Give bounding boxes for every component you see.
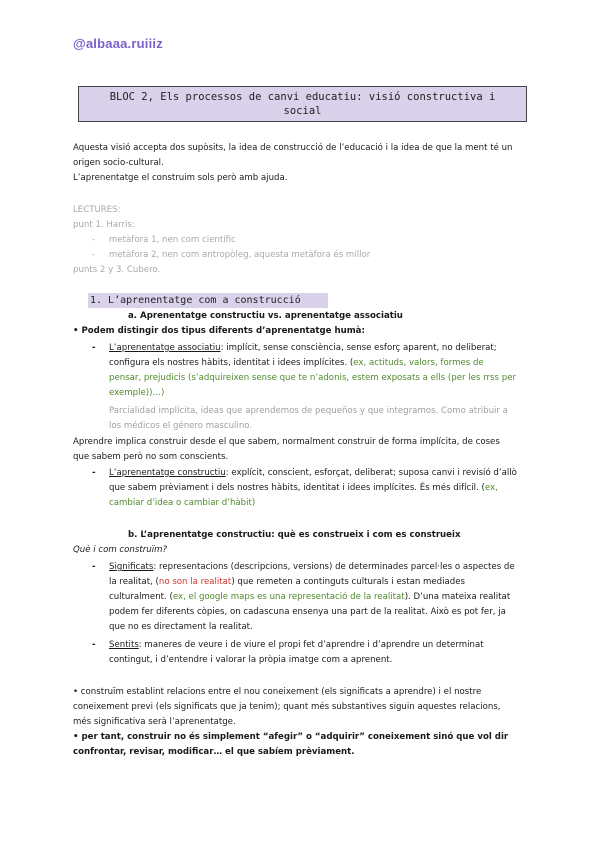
intro-line-2: origen socio-cultural.: [73, 158, 164, 168]
dash-marker: -: [92, 640, 96, 650]
sig-text-3c: ). D’una mateixa realitat: [404, 592, 511, 602]
constr-text-2a: que sabem prèviament i dels nostres hàbits, identitat i idees implícites. És més difícil. (: [109, 483, 485, 493]
sent-line-1: [109, 638, 484, 653]
bold-line-2: confrontar, revisar, modificar… el que sabíem prèviament.: [73, 747, 355, 757]
sig-line-4: podem fer diferents còpies, on cadascuna ensenya una part de la realitat. Això es pot fer, ja: [109, 607, 506, 617]
lectures-punts23: punts 2 y 3. Cubero.: [73, 265, 161, 275]
intro-line-1: Aquesta visió accepta dos supòsits, la idea de construcció de l’educació i la idea de que la ment té un: [73, 143, 513, 153]
sent-term: Sentits: [109, 640, 139, 650]
assoc-text-2a: configura els nostres hàbits, identitat i idees implícites. (: [109, 358, 354, 368]
dash-marker: -: [92, 235, 96, 245]
question: Què i com construïm?: [73, 545, 168, 555]
dash-marker: -: [92, 562, 96, 572]
lectures-metafora-2: metàfora 2, nen com antropòleg, aquesta metàfora és millor: [109, 250, 371, 260]
constr-term: L’aprenentatge constructiu: [109, 468, 226, 478]
sig-line-5: que no es directament la realitat.: [109, 622, 253, 632]
sent-text-1: : maneres de veure i de viure el propi fet d’aprendre i d’aprendre un determinat: [138, 640, 484, 650]
title-line-1: BLOC 2, Els processos de canvi educatiu: visió constructiva i: [109, 91, 496, 103]
bold-line-1: • per tant, construir no és simplement “afegir” o “adquirir” coneixement sinó que vol dir: [73, 732, 509, 742]
constr-example-2b: ex,: [484, 483, 498, 493]
dash-marker: -: [92, 343, 96, 353]
dash-marker: -: [92, 250, 96, 260]
sig-text-1: : representacions (descripcions, versions) de determinades parcel·les o aspectes de: [153, 562, 515, 572]
sent-line-2: contingut, i d’entendre i valorar la pròpia imatge com a aprenent.: [109, 655, 393, 665]
sig-term: Significats: [109, 562, 154, 572]
subheading-b: b. L’aprenentatge constructiu: què es construeix i com es construeix: [128, 530, 461, 540]
assoc-example-4: exemple))…): [109, 388, 165, 398]
sig-red-note: no son la realitat: [158, 577, 232, 587]
author-handle: @albaaa.ruiiiz: [73, 36, 163, 51]
sig-text-2c: ) que remeten a continguts culturals i estan mediades: [231, 577, 466, 587]
lectures-heading: LECTURES:: [73, 205, 121, 215]
final-line-1: • construïm establint relacions entre el nou coneixement (els significats a aprendre) i el nostre: [73, 687, 482, 697]
assoc-line-3: pensar, prejudicis (s’adquireixen sense que te n’adonis, estem exposats a ells (per les rrss per: [109, 373, 517, 383]
sig-text-3a: culturalment. (: [109, 592, 173, 602]
sig-line-1: [109, 560, 515, 575]
aprendre-line-2: que sabem però no som conscients.: [73, 452, 229, 462]
aprendre-line-1: Aprendre implica construir desde el que sabem, normalment construir de forma implícita, de coses: [73, 437, 500, 447]
subheading-a: a. Aprenentatge constructiu vs. aprenentatge associatiu: [128, 311, 403, 321]
bullet-intro: • Podem distingir dos tipus diferents d’aprenentatge humà:: [73, 326, 365, 336]
title-line-2: social: [283, 105, 322, 117]
sig-example: ex, el google maps es una representació de la realitat: [172, 592, 405, 602]
sig-text-2a: la realitat, (: [109, 577, 159, 587]
final-line-3: més significativa serà l’aprenentatge.: [73, 717, 236, 727]
assoc-term: L’aprenentatge associatiu: [109, 343, 221, 353]
dash-marker: -: [92, 468, 96, 478]
sig-line-2: [109, 575, 465, 590]
lectures-punt1: punt 1. Harris:: [73, 220, 135, 230]
constr-line-1: [109, 466, 517, 481]
title-box: [78, 86, 527, 122]
assoc-line-4: [109, 386, 164, 401]
final-line-2: coneixement previ (els significats que ja tenim); quant més substantives siguin aquestes relacions,: [73, 702, 501, 712]
grey-note-1: Parcialidad implícita, ideas que aprendemos de pequeños y que integramos. Como atribuir a: [109, 406, 508, 416]
assoc-line-1: [109, 341, 497, 356]
assoc-text-1: : implícit, sense consciència, sense esforç aparent, no deliberat;: [220, 343, 497, 353]
assoc-example-2b: ex, actituds, valors, formes de: [353, 358, 484, 368]
constr-line-2: [109, 481, 498, 496]
sig-line-3: [109, 590, 510, 605]
intro-line-3: L’aprenentatge el construim sols però amb ajuda.: [73, 173, 288, 183]
constr-line-3: cambiar d’idea o cambiar d’hàbit): [109, 498, 256, 508]
assoc-line-2: [109, 356, 484, 371]
grey-note-2: los médicos el género masculino.: [109, 421, 253, 431]
constr-text-1: : explícit, conscient, esforçat, deliberat; suposa canvi i revisió d’allò: [225, 468, 517, 478]
lectures-metafora-1: metàfora 1, nen com científic: [109, 235, 236, 245]
section-1-heading: 1. L’aprenentatge com a construcció: [88, 293, 328, 308]
